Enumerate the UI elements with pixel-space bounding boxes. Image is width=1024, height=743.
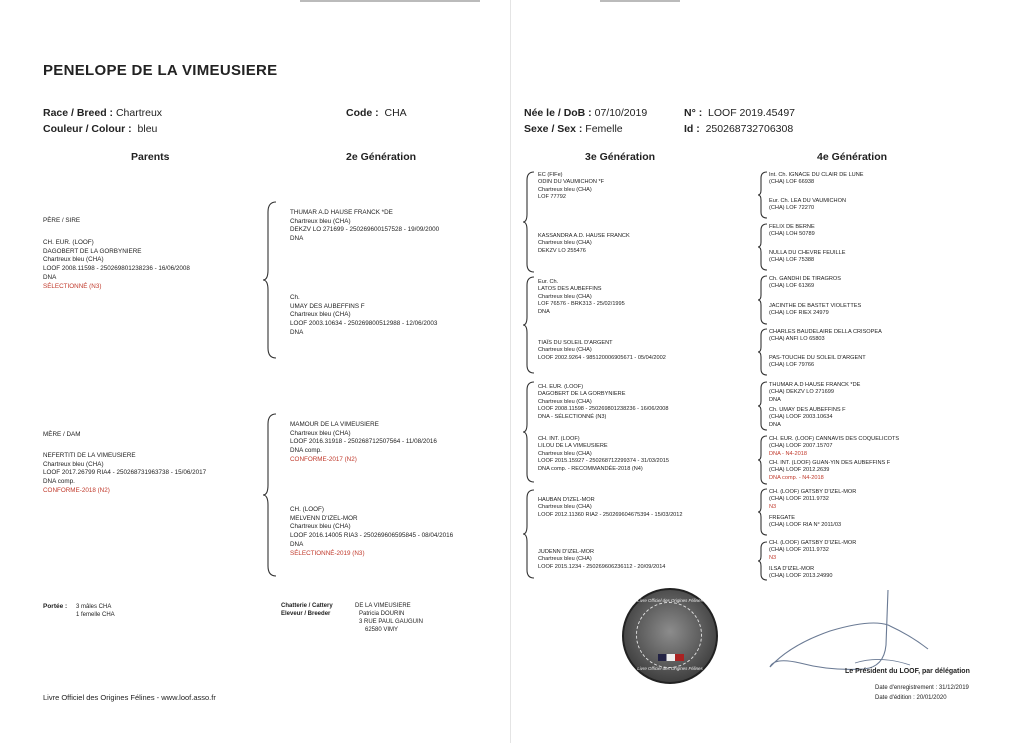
seal-text-bottom: Livre Officiel des Origines Félines (637, 666, 703, 671)
gen3-line: KASSANDRA A.D. HAUSE FRANCK (538, 233, 630, 239)
color-row (43, 123, 157, 135)
gen3-entry (538, 233, 630, 255)
litter-label: Portée : (43, 603, 68, 610)
gen3-line: LATOS DES AUBEFFINS (538, 286, 602, 293)
gen2-status: CONFORME-2017 (N2) (290, 455, 357, 463)
gen3-entry (538, 384, 669, 421)
gen3-line: LILOU DE LA VIMEUSIERE (538, 443, 608, 450)
gen3-line: Chartreux bleu (CHA) (538, 347, 592, 354)
gen4-line: (CHA) LOF 61369 (769, 283, 815, 290)
gen4-line: NULLA DU CHEVRE FEUILLE (769, 250, 846, 256)
dam-block (43, 452, 206, 496)
gen4-brace (757, 487, 769, 537)
gen4-line: (CHA) LOOF RIA N° 2011/03 (769, 522, 842, 529)
sire-line: LOOF 2008.11598 - 250269801238236 - 16/06/2008 (43, 265, 190, 273)
gen2-entry (290, 294, 437, 338)
sex-value: Femelle (585, 123, 623, 135)
gen3-line: Chartreux bleu (CHA) (538, 240, 592, 247)
gen3-line: Chartreux bleu (CHA) (538, 293, 592, 300)
gen3-entry (538, 436, 669, 473)
gen3-line: CH. INT. (LOOF) (538, 436, 580, 442)
gen3-line: ODIN DU VAUMICHON *F (538, 179, 605, 186)
breeder-name: Patricia DOURIN (359, 611, 405, 617)
gen3-line: LOOF 2015.15927 - 250268712299374 - 31/03/2015 (538, 458, 669, 465)
gen4-line: DNA (769, 421, 781, 428)
seal-flag-icon (658, 654, 684, 661)
gen4-line: Int. Ch. IGNACE DU CLAIR DE LUNE (769, 172, 864, 178)
sire-line: CH. EUR. (LOOF) (43, 239, 94, 246)
dam-line: NEFERTITI DE LA VIMEUSIERE (43, 452, 136, 459)
number-label: N° : (684, 107, 703, 119)
scan-top-edge (600, 0, 680, 2)
gen3-line: Chartreux bleu (CHA) (538, 504, 592, 511)
number-value: LOOF 2019.45497 (708, 107, 796, 119)
column-header-parents: Parents (131, 151, 170, 163)
gen2-entry (290, 209, 439, 244)
gen3-line: Chartreux bleu (CHA) (538, 556, 592, 563)
code-row (346, 107, 407, 119)
litter-block (43, 603, 67, 611)
gen3-brace (522, 380, 536, 484)
gen4-entry (769, 250, 845, 265)
gen4-line: Eur. Ch. LEA DU VAUMICHON (769, 198, 846, 204)
dam-line: Chartreux bleu (CHA) (43, 460, 104, 468)
gen2-line: DEKZV LO 271699 - 250269600157528 - 19/09/2000 (290, 226, 440, 234)
gen3-line: Chartreux bleu (CHA) (538, 186, 592, 193)
litter-male: 3 mâles CHA (76, 604, 112, 610)
loof-seal (622, 588, 718, 684)
gen4-brace (757, 380, 769, 432)
gen4-line: (CHA) LOOF 2003.10634 (769, 414, 833, 421)
gen4-line: (CHA) LOOF 2012.2639 (769, 467, 830, 474)
gen4-line: N3 (769, 503, 777, 510)
breeder-label: Eleveur / Breeder (281, 611, 331, 617)
gen4-line: (CHA) DEKZV LO 271699 (769, 389, 834, 396)
gen4-line: CH. INT. (LOOF) GUAN-YIN DES AUBEFFINS F (769, 460, 891, 466)
sire-role: PÈRE / SIRE (43, 217, 81, 224)
gen3-line: JUDENN D'IZEL-MOR (538, 549, 595, 555)
loof-website-line: Livre Officiel des Origines Félines - www.loof.asso.fr (43, 693, 216, 702)
gen3-entry (538, 172, 604, 202)
gen3-line: DEKZV LO 255476 (538, 247, 586, 254)
gen4-entry (769, 407, 846, 429)
gen4-line: DNA - N4-2018 (769, 450, 807, 457)
gen4-entry (769, 515, 841, 530)
gen4-line: Ch. UMAY DES AUBEFFINS F (769, 407, 846, 413)
gen2-line: DNA (290, 235, 304, 243)
gen4-line: CH. (LOOF) GATSBY D'IZEL-MOR (769, 489, 857, 495)
gen4-line: (CHA) LOF 72270 (769, 205, 815, 212)
breed-row (43, 107, 162, 119)
breeder-city: 62580 VIMY (365, 627, 399, 633)
seal-text-top: Livre Officiel des Origines Félines (637, 598, 703, 603)
id-value: 250268732706308 (705, 123, 794, 135)
litter-values (76, 603, 115, 619)
gen3-line: DAGOBERT DE LA GORBYNIERE (538, 391, 626, 398)
dob-label: Née le / DoB : (524, 107, 592, 119)
page-fold-line (510, 0, 511, 743)
edition-date: Date d'édition : 20/01/2020 (875, 695, 947, 701)
gen4-entry (769, 540, 856, 562)
gen2-entry (290, 421, 437, 465)
gen2-line: CH. (LOOF) (290, 506, 324, 513)
gen4-entry (769, 355, 866, 370)
cattery-values (355, 602, 423, 634)
gen4-entry (769, 329, 882, 344)
gen4-line: THUMAR A.D HAUSE FRANCK *DE (769, 382, 861, 388)
gen4-line: PAS-TOUCHE DU SOLEIL D'ARGENT (769, 355, 866, 361)
gen4-brace (757, 434, 769, 486)
sire-line: DNA (43, 273, 57, 281)
dam-status: CONFORME-2018 (N2) (43, 486, 110, 494)
gen4-entry (769, 460, 890, 482)
sire-line: Chartreux bleu (CHA) (43, 256, 104, 264)
gen4-line: (CHA) LOOF 2011.9732 (769, 547, 829, 554)
gen2-line: Chartreux bleu (CHA) (290, 523, 351, 531)
gen3-line: TIAÏS DU SOLEIL D'ARGENT (538, 340, 613, 346)
gen4-line: Ch. GANDHI DE TIRAGROS (769, 276, 842, 282)
gen3-line: HAUBAN D'IZEL-MOR (538, 497, 595, 503)
scan-top-edge (300, 0, 480, 2)
gen3-line: DNA comp. - RECOMMANDÉE-2018 (N4) (538, 465, 643, 472)
gen4-entry (769, 303, 861, 318)
gen3-line: LOOF 2002.9264 - 985120006905671 - 05/04/2002 (538, 354, 666, 361)
gen4-brace (757, 540, 769, 582)
gen4-line: (CHA) LOH 50789 (769, 231, 815, 238)
gen3-line: DNA (538, 308, 550, 315)
dam-line: DNA comp. (43, 478, 75, 486)
gen4-line: CH. EUR. (LOOF) CANNAVIS DES COQUELICOTS (769, 436, 900, 442)
gen4-line: DNA comp. - N4-2018 (769, 474, 824, 481)
gen4-line: (CHA) LOF 66938 (769, 179, 815, 186)
cattery-value: DE LA VIMEUSIERE (355, 603, 411, 609)
gen4-line: CHARLES BAUDELAIRE DELLA CRISOPEA (769, 329, 882, 335)
gen3-line: Chartreux bleu (CHA) (538, 450, 592, 457)
gen3-entry (538, 497, 683, 519)
gen3-brace (522, 170, 536, 274)
dob-value: 07/10/2019 (594, 107, 648, 119)
race-value: Chartreux (115, 107, 163, 119)
gen3-line: Chartreux bleu (CHA) (538, 398, 592, 405)
gen2-line: UMAY DES AUBEFFINS F (290, 302, 365, 310)
gen2-line: THUMAR A.D HAUSE FRANCK *DE (290, 209, 393, 216)
gen3-entry (538, 340, 666, 362)
gen4-brace (757, 170, 769, 220)
gen4-line: CH. (LOOF) GATSBY D'IZEL-MOR (769, 540, 857, 546)
gen3-line: CH. EUR. (LOOF) (538, 384, 584, 390)
gen2-entry (290, 506, 453, 558)
gen4-line: (CHA) LOF RIEX 24979 (769, 310, 829, 317)
gen3-brace (522, 488, 536, 580)
gen4-line: FREGATE (769, 515, 796, 521)
gen4-line: (CHA) ANFI LO 65803 (769, 336, 825, 343)
gen4-entry (769, 382, 860, 404)
sire-status: SÉLECTIONNÉ (N3) (43, 282, 102, 290)
gen4-line: FELIX DE BERNE (769, 224, 815, 230)
gen2-line: LOOF 2016.31918 - 250268712507564 - 11/08/2016 (290, 438, 437, 446)
gen2-line: DNA (290, 540, 304, 548)
gen4-line: (CHA) LOF 79766 (769, 362, 815, 369)
breeder-address: 3 RUE PAUL GAUGUIN (359, 619, 424, 625)
color-value: bleu (137, 123, 158, 135)
sire-line: DAGOBERT DE LA GORBYNIERE (43, 247, 142, 255)
gen4-line: (CHA) LOOF 2011.9732 (769, 496, 829, 503)
column-header-gen2: 2e Génération (346, 151, 417, 163)
gen3-line: LOOF 2015.1234 - 250269606236112 - 20/09/2014 (538, 563, 666, 570)
cat-name-title: PENELOPE DE LA VIMEUSIERE (43, 62, 278, 79)
dam-role: MÈRE / DAM (43, 431, 81, 438)
sex-row (524, 123, 623, 135)
gen2-line: MELVENN D'IZEL-MOR (290, 514, 358, 522)
sex-label: Sexe / Sex : (524, 123, 583, 135)
gen3-line: LOF 76576 - BRK313 - 25/02/1995 (538, 301, 625, 308)
dam-line: LOOF 2017.26799 RIA4 - 250268731963738 - 15/06/2017 (43, 469, 207, 477)
gen2-status: SÉLECTIONNÉ-2019 (N3) (290, 549, 365, 557)
gen2-line: Ch. (290, 294, 300, 301)
gen2-line: Chartreux bleu (CHA) (290, 311, 351, 319)
gen4-line: (CHA) LOOF 2013.24990 (769, 573, 833, 580)
gen2-line: MAMOUR DE LA VIMEUSIERE (290, 421, 379, 428)
gen4-entry (769, 172, 864, 187)
gen3-line: EC (FIFe) (538, 172, 563, 178)
sire-block (43, 239, 190, 291)
number-row (684, 107, 795, 119)
gen4-brace (757, 327, 769, 377)
gen3-entry (538, 549, 665, 571)
gen4-entry (769, 198, 846, 213)
cattery-labels (281, 602, 333, 618)
litter-female: 1 femelle CHA (76, 612, 115, 618)
dob-row (524, 107, 647, 119)
president-signature (760, 585, 940, 680)
gen3-line: DNA - SÉLECTIONNÉ (N3) (538, 413, 607, 420)
gen4-entry (769, 489, 856, 511)
gen2-line: DNA comp. (290, 447, 322, 455)
code-label: Code : (346, 107, 379, 119)
gen2-line: DNA (290, 328, 304, 336)
gen4-line: ILSA D'IZEL-MOR (769, 566, 815, 572)
gen4-line: (CHA) LOF 75388 (769, 257, 815, 264)
gen4-brace (757, 274, 769, 326)
gen4-line: DNA (769, 396, 781, 403)
code-value: CHA (384, 107, 407, 119)
gen3-line: LOOF 2008.11598 - 250269801238236 - 16/06/2008 (538, 406, 669, 413)
color-label: Couleur / Colour : (43, 123, 132, 135)
cattery-label: Chatterie / Cattery (281, 603, 333, 609)
gen4-line: JACINTHE DE BASTET VIOLETTES (769, 303, 862, 309)
gen2-brace-sire (262, 200, 278, 360)
gen4-entry (769, 566, 832, 581)
gen4-entry (769, 224, 815, 239)
gen3-line: LOF 77792 (538, 194, 566, 201)
gen4-entry (769, 276, 841, 291)
registration-date: Date d'enregistrement : 31/12/2019 (875, 685, 969, 691)
gen2-line: LOOF 2003.10634 - 250269800512988 - 12/06/2003 (290, 320, 438, 328)
president-delegation: Le Président du LOOF, par délégation (845, 668, 970, 675)
gen4-line: N3 (769, 554, 777, 561)
column-header-gen4: 4e Génération (817, 151, 888, 163)
column-header-gen3: 3e Génération (585, 151, 656, 163)
gen2-line: LOOF 2016.14005 RIA3 - 250269606595845 - 08/04/2016 (290, 532, 454, 540)
gen2-line: Chartreux bleu (CHA) (290, 429, 351, 437)
gen3-brace (522, 275, 536, 375)
gen4-line: (CHA) LOOF 2007.15707 (769, 443, 833, 450)
gen3-line: LOOF 2012.11360 RIA2 - 250269604675394 - 15/03/2012 (538, 511, 683, 518)
id-label: Id : (684, 123, 700, 135)
gen3-line: Eur. Ch. (538, 279, 559, 285)
race-label: Race / Breed : (43, 107, 114, 119)
id-row (684, 123, 793, 135)
gen2-line: Chartreux bleu (CHA) (290, 217, 351, 225)
gen4-brace (757, 222, 769, 272)
gen2-brace-dam (262, 412, 278, 578)
gen3-entry (538, 279, 625, 316)
gen4-entry (769, 436, 899, 458)
